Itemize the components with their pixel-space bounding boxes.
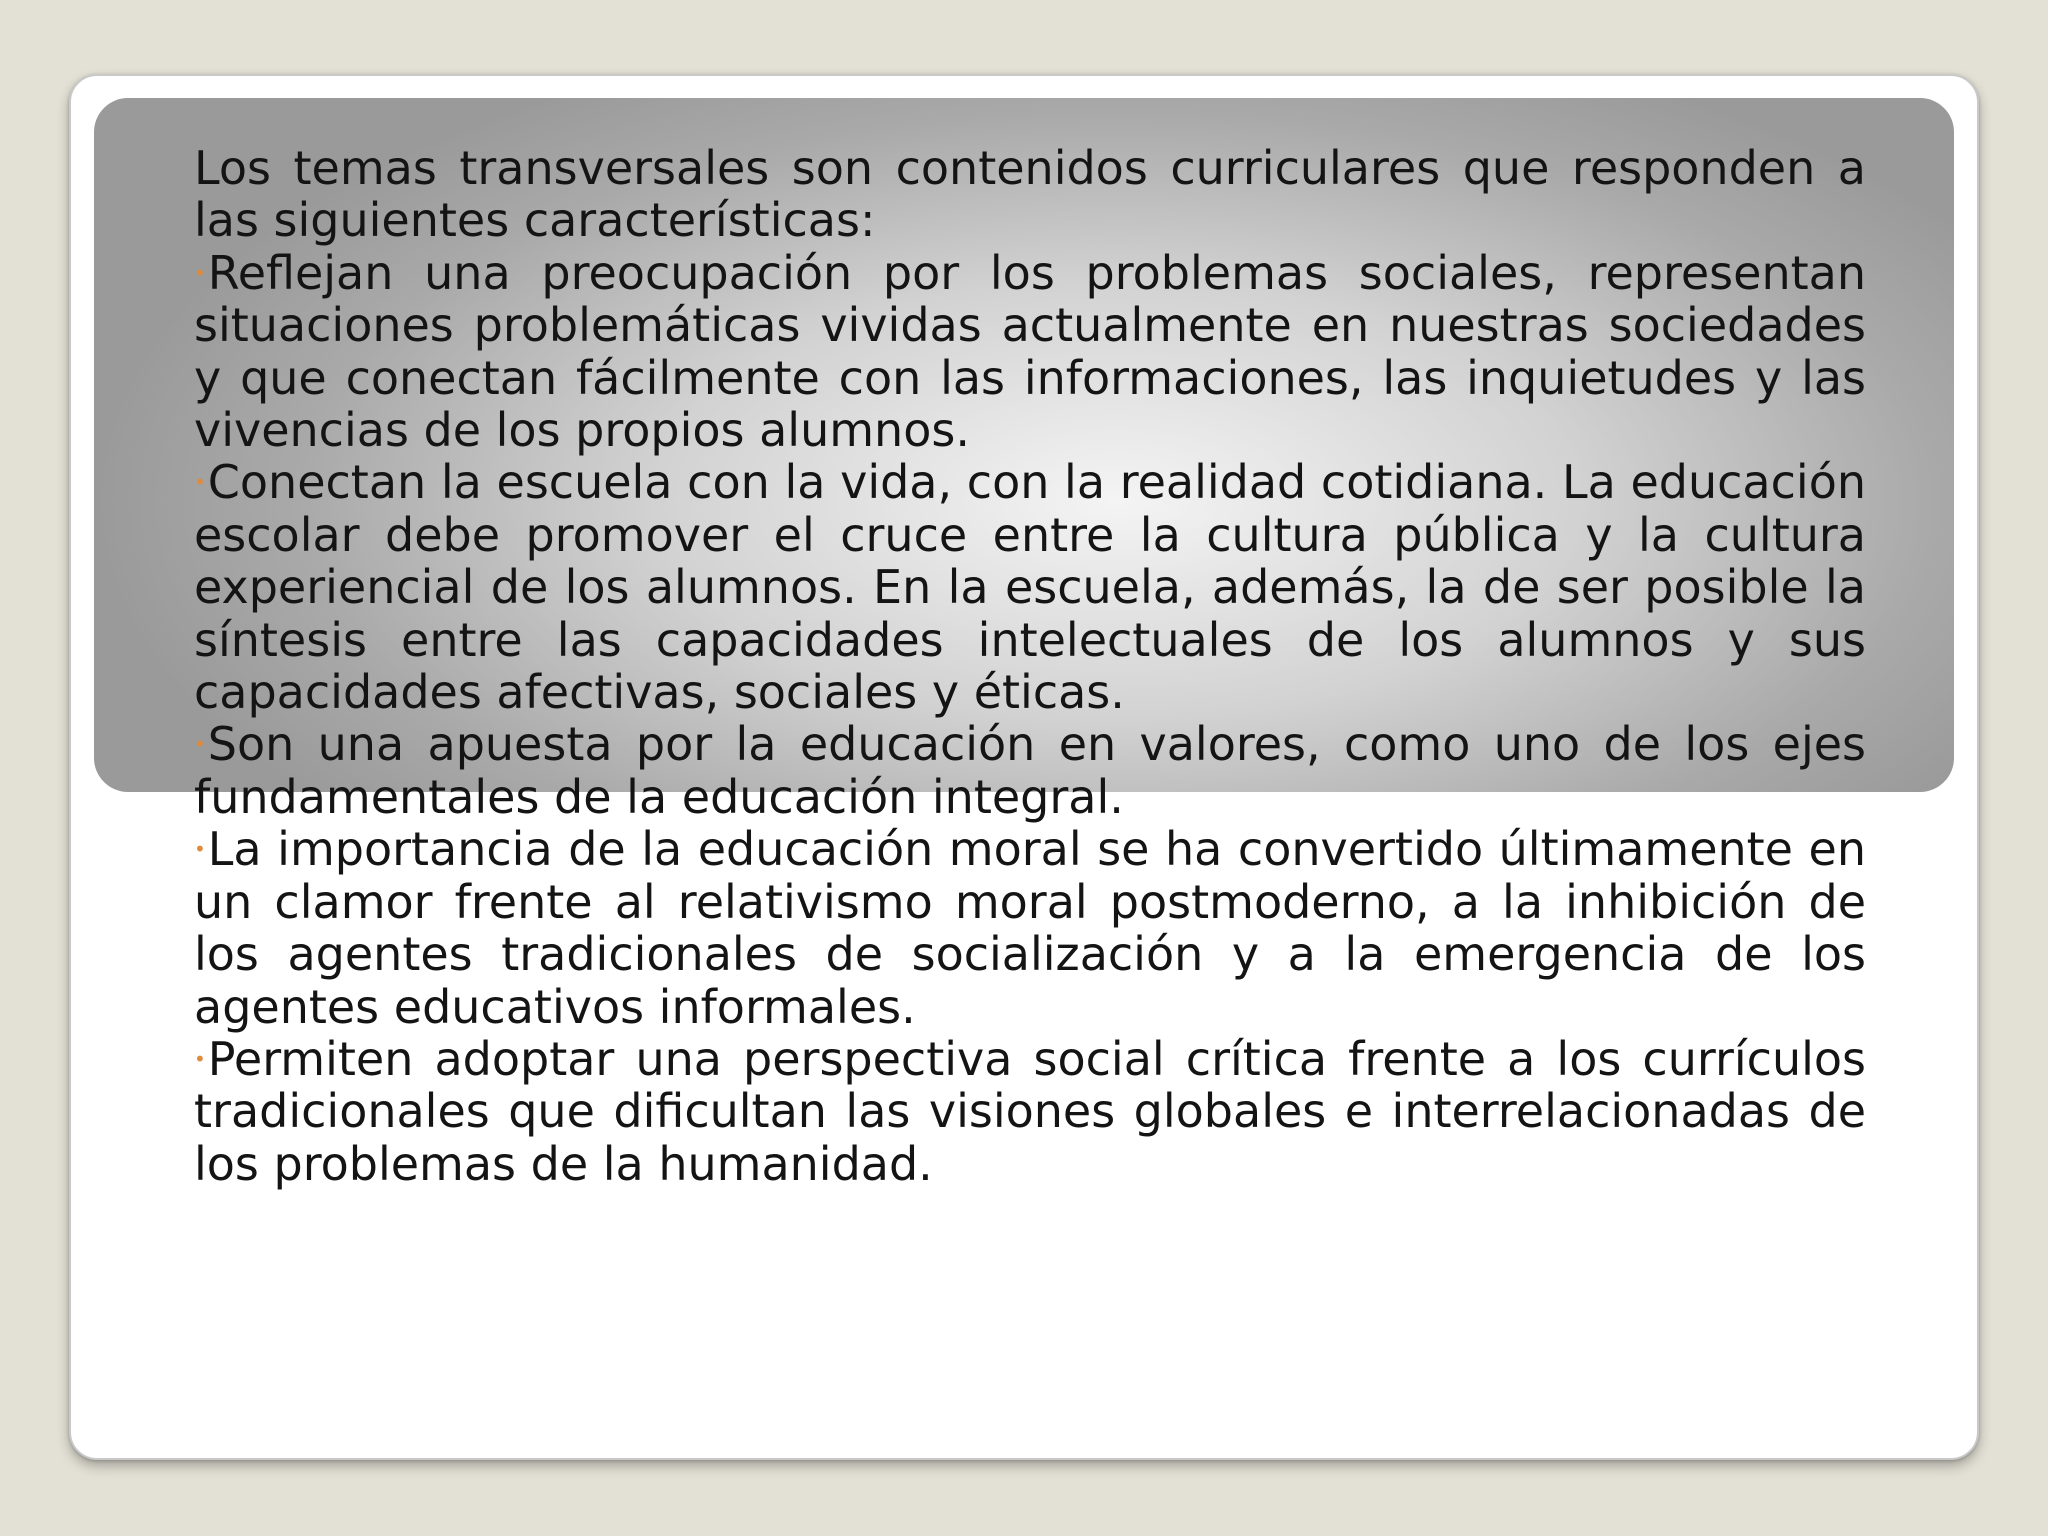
bullet-text: Permiten adoptar una perspectiva social crítica frente a los currículos tradicionales que dificultan las visiones globales e interrelacionadas de los problemas de la humanidad. <box>194 1031 1866 1191</box>
bullet-item <box>194 1033 1866 1190</box>
bullet-dot-icon: • <box>194 732 206 757</box>
bullet-text: Reflejan una preocupación por los problemas sociales, representan situaciones problemáticas vividas actualmente en nuestras sociedades y que conectan fácilmente con las informaciones, las inquietudes y las vivencias de los propios alumnos. <box>194 245 1866 458</box>
bullet-item <box>194 823 1866 1033</box>
bullet-item <box>194 247 1866 457</box>
bullet-item <box>194 718 1866 823</box>
bullet-text: La importancia de la educación moral se ha convertido últimamente en un clamor frente al relativismo moral postmoderno, a la inhibición de los agentes tradicionales de socialización y a la emergencia de los agentes educativos informales. <box>194 822 1866 1034</box>
bullet-dot-icon: • <box>194 470 206 495</box>
intro-paragraph: Los temas transversales son contenidos curriculares que responden a las siguientes características: <box>194 141 1866 248</box>
bullet-dot-icon: • <box>194 837 206 862</box>
slide-text-body <box>194 142 1866 1190</box>
bullet-text: Conectan la escuela con la vida, con la realidad cotidiana. La educación escolar debe promover el cruce entre la cultura pública y la cultura experiencial de los alumnos. En la escuela, además, la de ser posible la síntesis entre las capacidades intelectuales de los alumnos y sus capacidades afectivas, sociales y éticas. <box>194 455 1866 720</box>
bullet-item <box>194 456 1866 718</box>
bullet-dot-icon: • <box>194 260 206 285</box>
bullet-text: Son una apuesta por la educación en valores, como uno de los ejes fundamentales de la educación integral. <box>194 717 1866 824</box>
bullet-dot-icon: • <box>194 1046 206 1071</box>
